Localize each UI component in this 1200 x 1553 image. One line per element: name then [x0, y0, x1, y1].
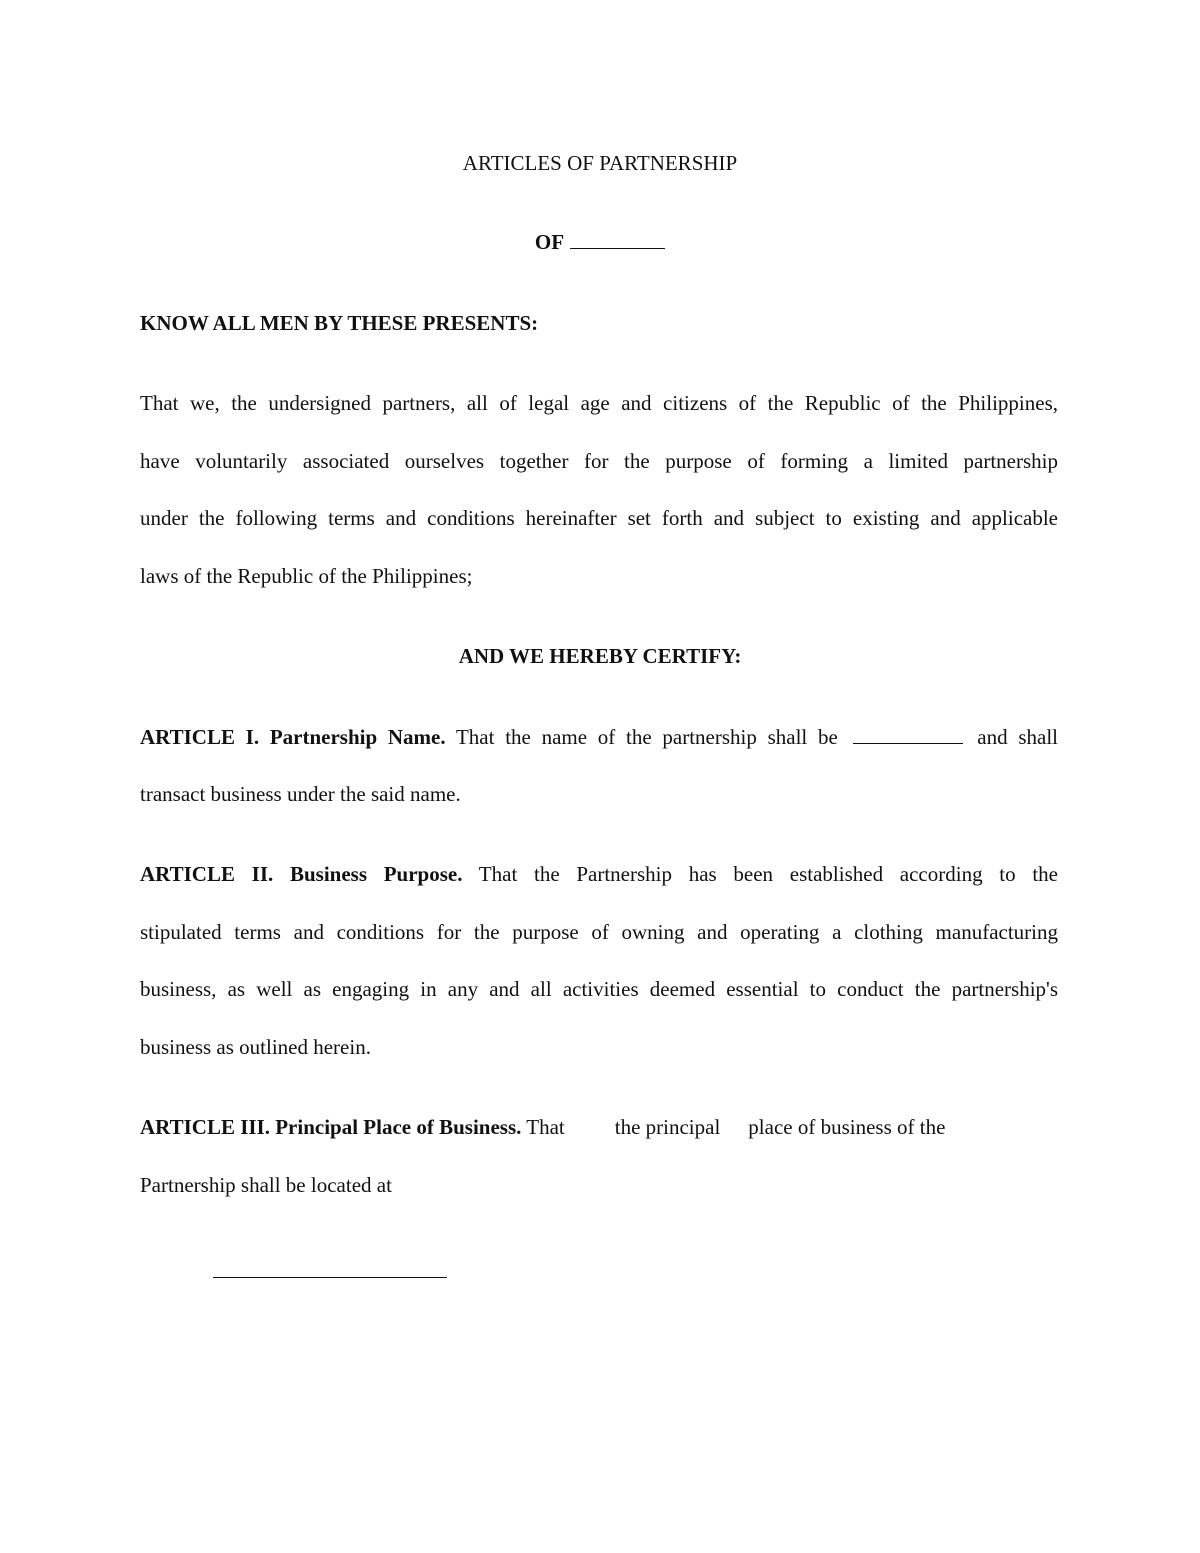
of-label: OF — [534, 230, 565, 254]
article-3-word-2: the principal — [614, 1115, 721, 1139]
preamble-line-1: That we, the undersigned partners, all of legal age and citizens of the Republic of the Philippines, — [140, 391, 1058, 415]
article-1-line-1 — [140, 724, 1058, 750]
partnership-of-line — [0, 229, 1200, 255]
article-1-line-2: transact business under the said name. — [140, 782, 461, 806]
article-2-line-3: business, as well as engaging in any and all activities deemed essential to conduct the partnership's — [140, 977, 1058, 1001]
article-3-line-2: Partnership shall be located at — [140, 1173, 392, 1197]
article-2-line-1 — [140, 861, 1058, 887]
article-3-word-1: That — [521, 1115, 565, 1139]
article-2-line-4: business as outlined herein. — [140, 1035, 371, 1059]
preamble-heading: KNOW ALL MEN BY THESE PRESENTS: — [140, 311, 539, 335]
certify-heading: AND WE HEREBY CERTIFY: — [458, 644, 742, 668]
article-3-line-1 — [140, 1114, 1058, 1140]
article-2-line-2: stipulated terms and conditions for the purpose of owning and operating a clothing manufacturing — [140, 920, 1058, 944]
partnership-name-field-blank — [853, 725, 963, 744]
preamble-line-4: laws of the Republic of the Philippines; — [140, 564, 473, 588]
article-1-text-after: and shall — [977, 725, 1058, 749]
article-1-heading: ARTICLE I. Partnership Name. — [140, 725, 446, 749]
article-2-heading: ARTICLE II. Business Purpose. — [140, 862, 463, 886]
partnership-name-blank — [570, 230, 665, 249]
preamble-line-3: under the following terms and conditions hereinafter set forth and subject to existing and applicable — [140, 506, 1058, 530]
article-3-word-3: place of business of the — [748, 1115, 946, 1139]
article-1-text: That the name of the partnership shall be — [445, 725, 838, 749]
preamble-line-2: have voluntarily associated ourselves together for the purpose of forming a limited partnership — [140, 449, 1058, 473]
article-2-text: That the Partnership has been established according to the — [462, 862, 1058, 886]
article-3-heading: ARTICLE III. Principal Place of Business. — [140, 1115, 522, 1139]
document-title: ARTICLES OF PARTNERSHIP — [462, 151, 738, 175]
address-blank — [213, 1277, 447, 1278]
